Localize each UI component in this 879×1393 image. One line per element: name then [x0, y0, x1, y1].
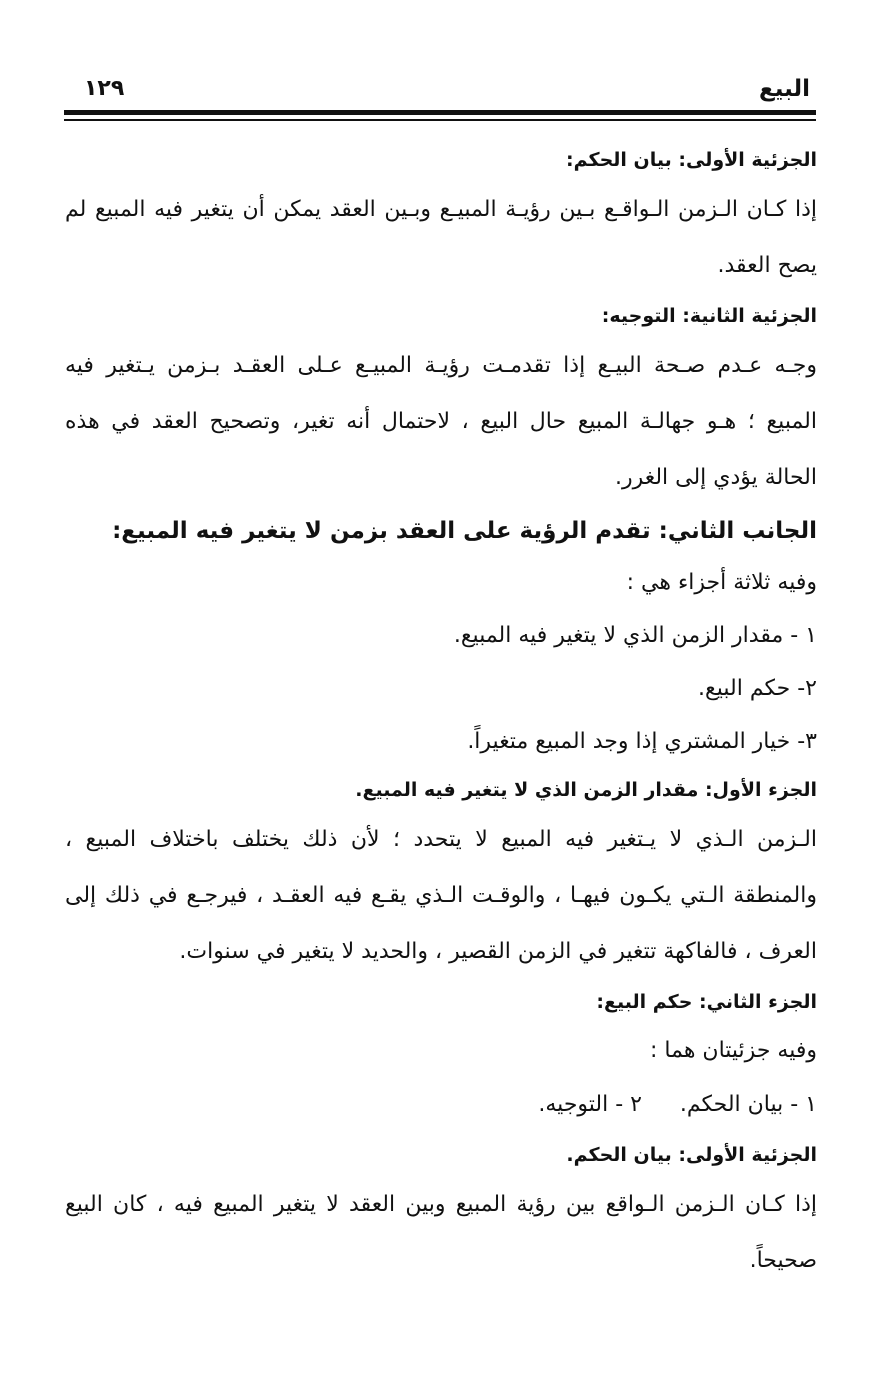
body-line: الحالة يؤدي إلى الغرر. — [614, 465, 817, 490]
body-line: وجـه عـدم صـحة البيـع إذا تقدمـت رؤيـة المبيـع عـلى العقـد بـزمن يـتغير فيه — [65, 353, 817, 378]
list-item: ٣- خيار المشتري إذا وجد المبيع متغيراً. — [467, 729, 817, 754]
body-line: المبيع ؛ هـو جهالـة المبيع حال البيع ، لاحتمال أنه تغير، وتصحيح العقد في هذه — [65, 409, 817, 434]
subsection-heading: الجزئية الأولى: بيان الحكم: — [566, 149, 817, 171]
body-line: يصح العقد. — [717, 253, 817, 278]
list-item: ١ - بيان الحكم. — [679, 1092, 817, 1117]
header-rule-thin — [64, 119, 816, 121]
subsection-heading: الجزء الثاني: حكم البيع: — [596, 991, 817, 1013]
header-title: البيع — [758, 76, 810, 102]
body-line: إذا كـان الـزمن الـواقـع بـين رؤيـة المبيـع وبـين العقد يمكن أن يتغير فيه المبيع لم — [65, 197, 817, 222]
subsection-heading: الجزئية الأولى: بيان الحكم. — [566, 1144, 817, 1166]
body-line: العرف ، فالفاكهة تتغير في الزمن القصير ، والحديد لا يتغير في سنوات. — [179, 939, 817, 964]
body-line: وفيه ثلاثة أجزاء هي : — [626, 570, 817, 595]
section-heading: الجانب الثاني: تقدم الرؤية على العقد بزمن لا يتغير فيه المبيع: — [112, 518, 817, 544]
subsection-heading: الجزء الأول: مقدار الزمن الذي لا يتغير فيه المبيع. — [355, 779, 817, 801]
body-line: وفيه جزئيتان هما : — [650, 1038, 817, 1063]
body-line: الـزمن الـذي لا يـتغير فيه المبيع لا يتحدد ؛ لأن ذلك يختلف باختلاف المبيع ، — [65, 827, 817, 852]
two-column-list — [65, 1077, 817, 1133]
running-header — [64, 70, 816, 110]
body-line: والمنطقة الـتي يكـون فيهـا ، والوقـت الـذي يقـع فيه العقـد ، فيرجـع في ذلك إلى — [65, 883, 817, 908]
body-line: إذا كـان الـزمن الـواقع بين رؤية المبيع وبين العقد لا يتغير المبيع فيه ، كان البيع — [65, 1192, 817, 1217]
list-item: ١ - مقدار الزمن الذي لا يتغير فيه المبيع. — [453, 623, 817, 648]
body-line: صحيحاً. — [749, 1248, 817, 1273]
header-rule-thick — [64, 110, 816, 115]
list-item: ٢- حكم البيع. — [698, 676, 817, 701]
page-body — [65, 138, 817, 1289]
subsection-heading: الجزئية الثانية: التوجيه: — [601, 305, 817, 327]
list-item: ٢ - التوجيه. — [538, 1092, 642, 1117]
page-number: ١٢٩ — [84, 76, 125, 101]
